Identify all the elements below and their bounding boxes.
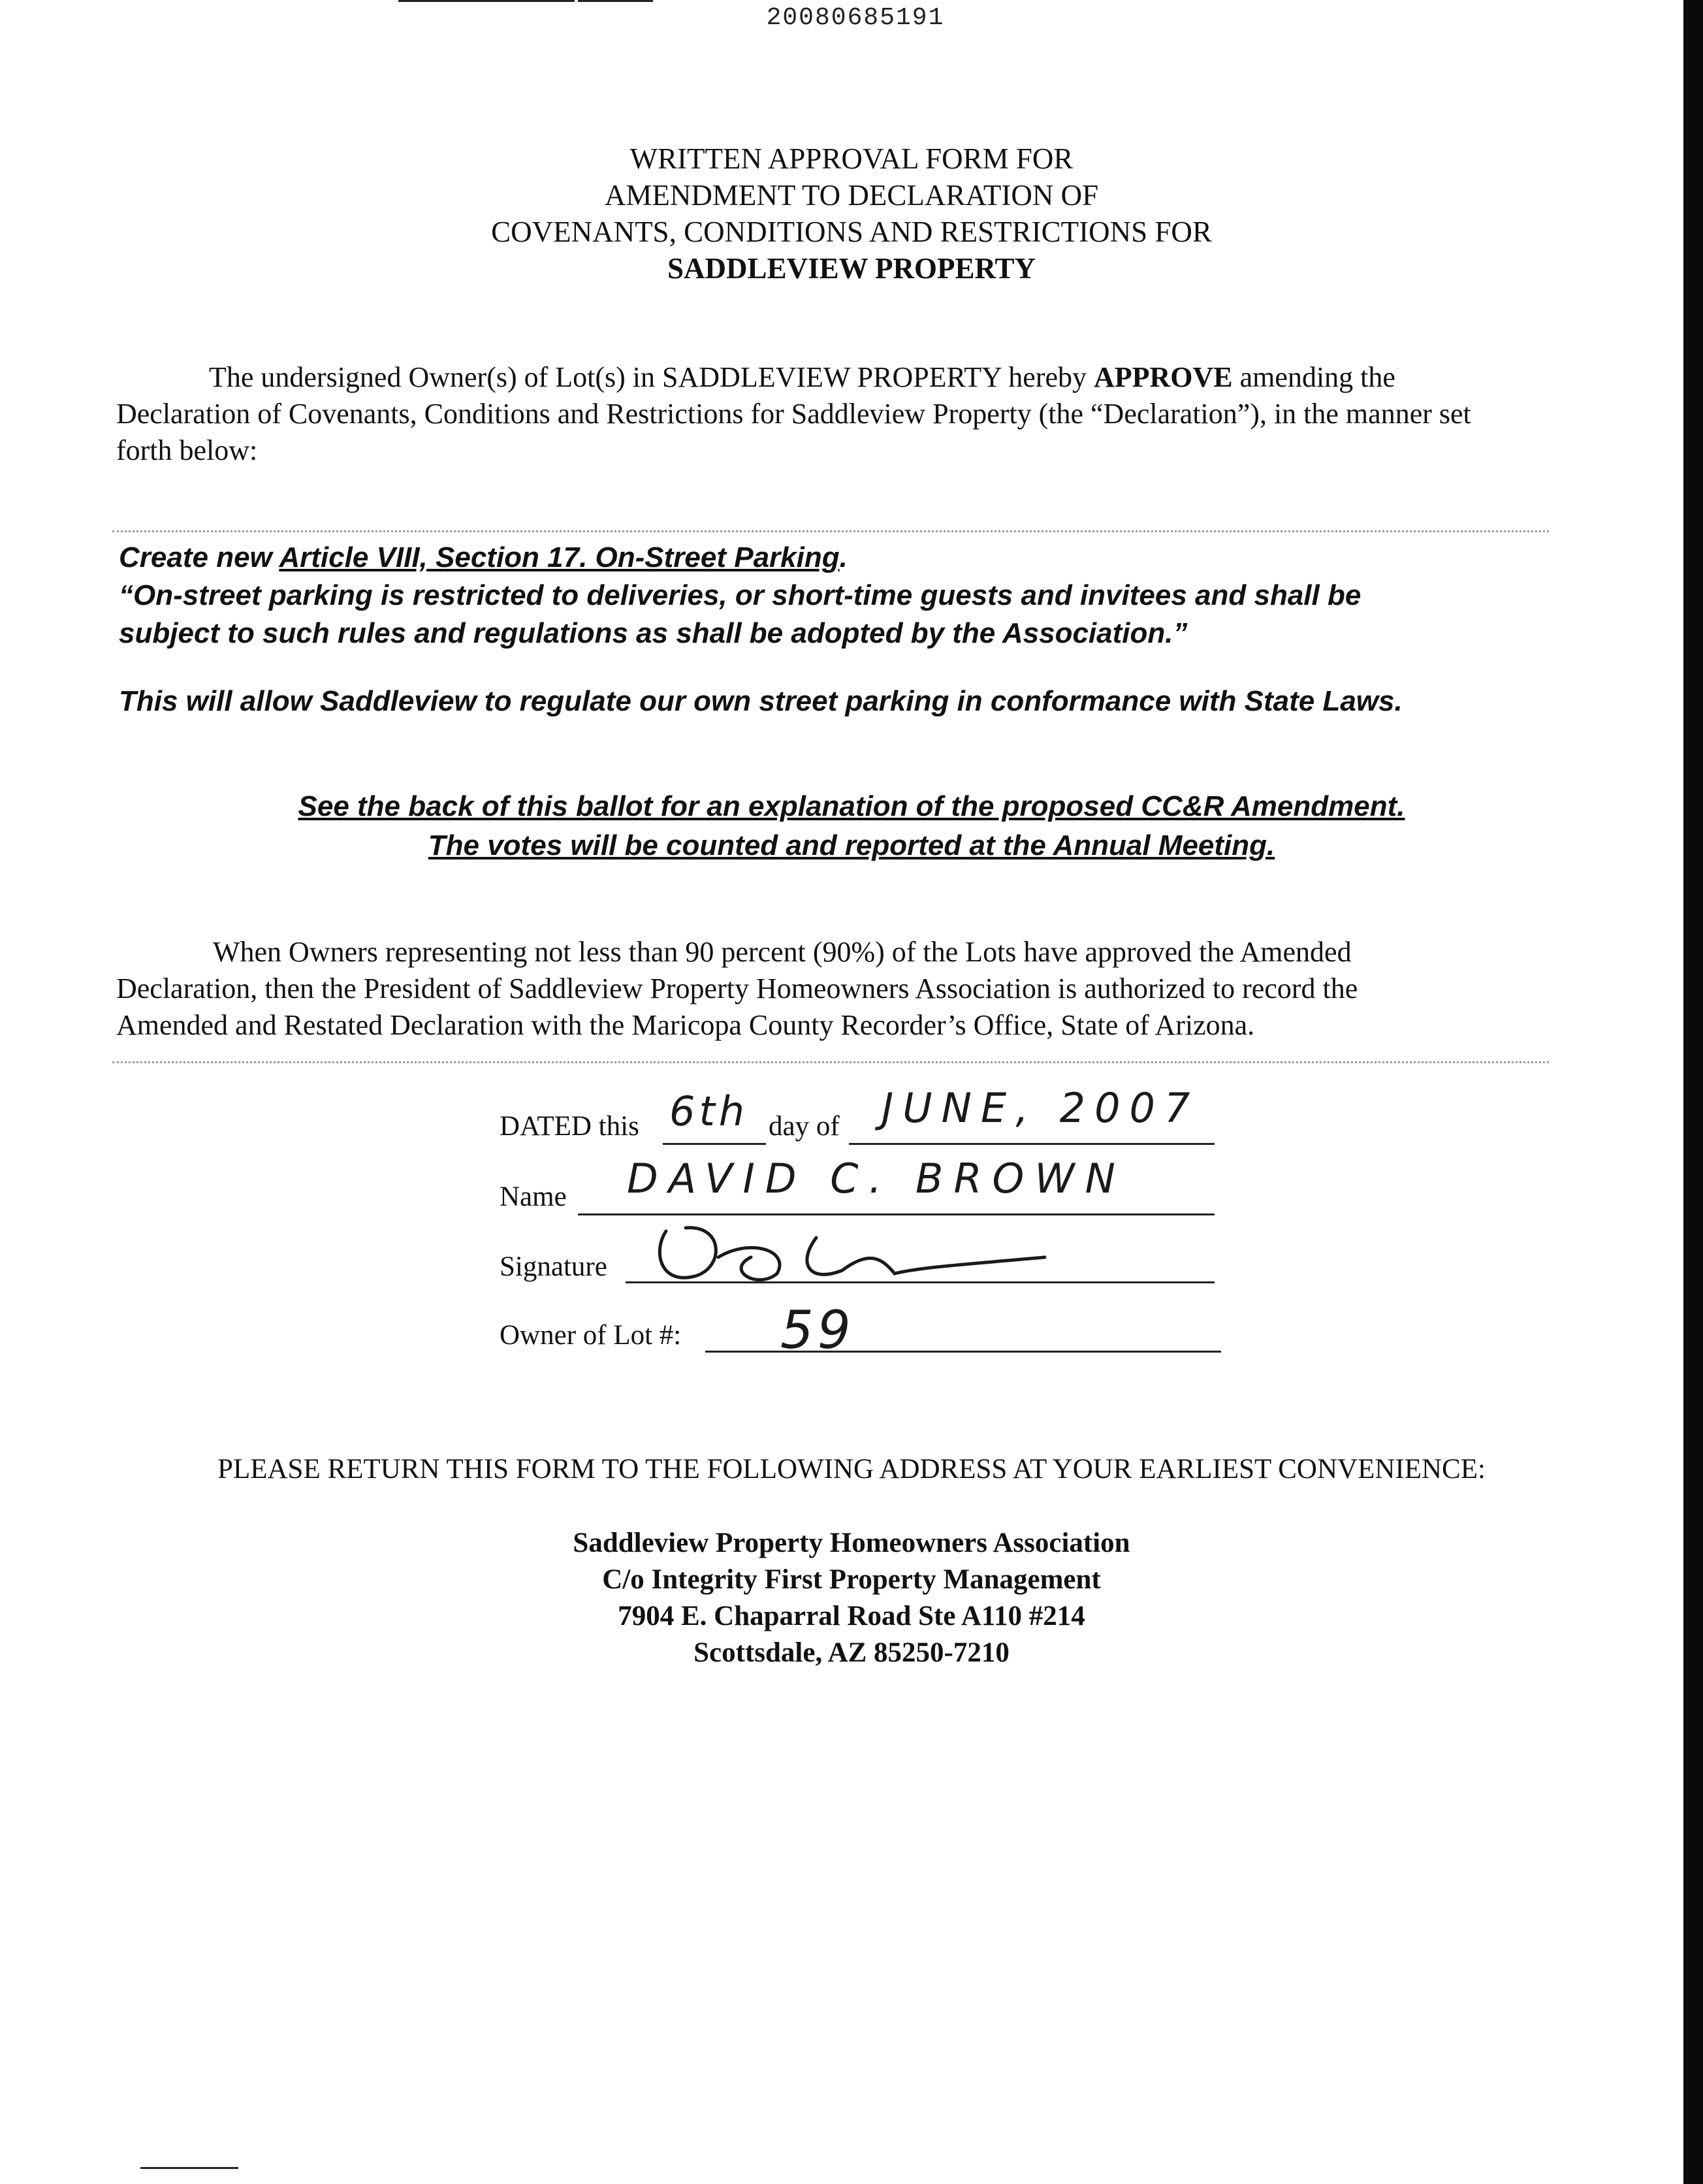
amendment-quote-line-1: “On-street parking is restricted to deliveries, or short-time guests and invitees and shall be xyxy=(119,579,1361,611)
divider-bottom xyxy=(112,1061,1549,1063)
approval-paragraph: When Owners representing not less than 90 percent (90%) of the Lots have approved the Amended Declaration, then the President of Saddleview Property Homeowners Association is authorized to record the Amended and Restated Declaration with the Maricopa County Recorder’s Office, State of Arizona. xyxy=(116,936,1358,1041)
signature-label: Signature xyxy=(500,1251,607,1282)
signature-mark xyxy=(646,1212,1064,1290)
ballot-notice-line-1: See the back of this ballot for an explanation of the proposed CC&R Amendment. xyxy=(298,790,1405,822)
address-line-4: Scottsdale, AZ 85250-7210 xyxy=(693,1637,1010,1668)
amendment-article: Article VIII, Section 17. On-Street Parking xyxy=(279,541,840,573)
top-rule-right xyxy=(578,0,653,2)
ballot-notice-line-2: The votes will be counted and reported at the Annual Meeting. xyxy=(428,829,1275,861)
dated-month-year-value: JUNE, 2007 xyxy=(882,1084,1200,1132)
intro-suffix: amending the Declaration of Covenants, Conditions and Restrictions for Saddleview Property (the “Declaration”), in the manner set forth below: xyxy=(116,361,1471,466)
title-line-2: AMENDMENT TO DECLARATION OF xyxy=(604,179,1099,212)
lot-value: 59 xyxy=(780,1300,855,1360)
address-line-1: Saddleview Property Homeowners Association xyxy=(573,1528,1130,1558)
ballot-notice xyxy=(131,787,1572,865)
address-line-3: 7904 E. Chaparral Road Ste A110 #214 xyxy=(618,1601,1085,1631)
return-address xyxy=(0,1525,1703,1671)
day-of-label: day of xyxy=(769,1111,840,1142)
dated-month-line xyxy=(849,1143,1215,1145)
top-rule-left xyxy=(398,0,575,2)
address-line-2: C/o Integrity First Property Management xyxy=(602,1564,1101,1595)
lot-label: Owner of Lot #: xyxy=(500,1320,682,1351)
amendment-create-suffix: . xyxy=(839,541,848,573)
amendment-quote-line-2: subject to such rules and regulations as shall be adopted by the Association.” xyxy=(119,617,1188,649)
intro-emphasis: APPROVE xyxy=(1094,361,1233,393)
amendment-create-line xyxy=(119,539,1595,577)
dated-day-value: 6th xyxy=(669,1087,749,1135)
form-title xyxy=(0,140,1703,287)
name-label: Name xyxy=(500,1181,567,1212)
title-line-3: COVENANTS, CONDITIONS AND RESTRICTIONS FOR xyxy=(491,216,1212,248)
title-line-4: SADDLEVIEW PROPERTY xyxy=(667,252,1036,285)
divider-top xyxy=(112,530,1549,532)
intro-prefix: The undersigned Owner(s) of Lot(s) in SADDLEVIEW PROPERTY hereby xyxy=(209,361,1094,393)
scan-edge xyxy=(1683,0,1703,2184)
return-instruction: PLEASE RETURN THIS FORM TO THE FOLLOWING ADDRESS AT YOUR EARLIEST CONVENIENCE: xyxy=(217,1454,1486,1485)
dated-label: DATED this xyxy=(500,1111,639,1142)
name-value: DAVID C. BROWN xyxy=(627,1155,1126,1202)
title-line-1: WRITTEN APPROVAL FORM FOR xyxy=(629,142,1074,175)
amendment-create-prefix: Create new xyxy=(119,541,279,573)
dated-day-line xyxy=(663,1143,766,1145)
amendment-block xyxy=(119,539,1595,652)
bottom-rule xyxy=(140,2167,238,2169)
document-number: 20080685191 xyxy=(766,4,945,32)
amendment-purpose: This will allow Saddleview to regulate our own street parking in conformance with State Laws. xyxy=(119,685,1403,717)
intro-paragraph xyxy=(116,359,1514,469)
